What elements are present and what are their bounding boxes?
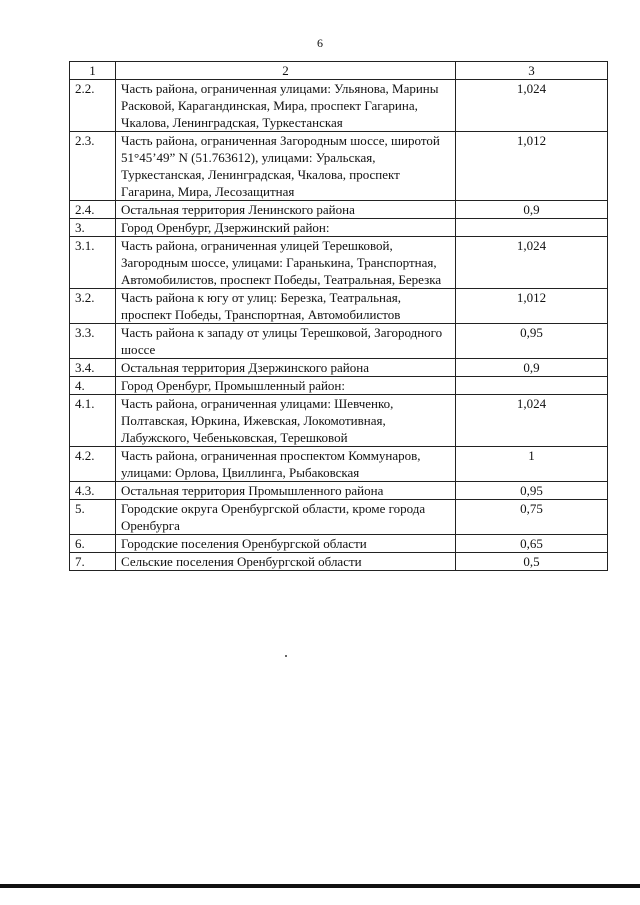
row-description: Остальная территория Промышленного района (116, 482, 456, 500)
row-coefficient: 1,024 (456, 395, 608, 447)
row-number: 4.3. (70, 482, 116, 500)
row-coefficient: 1,012 (456, 289, 608, 324)
row-coefficient: 0,75 (456, 500, 608, 535)
row-coefficient: 1,012 (456, 132, 608, 201)
row-coefficient: 0,9 (456, 201, 608, 219)
table-row (70, 395, 608, 447)
row-description: Остальная территория Ленинского района (116, 201, 456, 219)
row-number: 3. (70, 219, 116, 237)
header-cell-1: 1 (70, 62, 116, 80)
page-number: 6 (317, 36, 323, 50)
header-cell-2: 2 (116, 62, 456, 80)
table-row (70, 553, 608, 571)
row-coefficient: 1,024 (456, 80, 608, 132)
bottom-rule (0, 884, 640, 888)
row-description: Часть района, ограниченная проспектом Коммунаров, улицами: Орлова, Цвиллинга, Рыбаковская (116, 447, 456, 482)
row-description: Часть района, ограниченная улицами: Шевченко, Полтавская, Юркина, Ижевская, Локомотивная, Лабужского, Чебеньковская, Терешковой (116, 395, 456, 447)
table-row (70, 482, 608, 500)
row-coefficient: 0,95 (456, 324, 608, 359)
row-number: 4.2. (70, 447, 116, 482)
row-description: Часть района к югу от улиц: Березка, Театральная, проспект Победы, Транспортная, Автомобилистов (116, 289, 456, 324)
row-description: Городские округа Оренбургской области, кроме города Оренбурга (116, 500, 456, 535)
table-row (70, 377, 608, 395)
table-header-row (70, 62, 608, 80)
table-row (70, 324, 608, 359)
row-number: 2.4. (70, 201, 116, 219)
table-row (70, 219, 608, 237)
row-description: Город Оренбург, Промышленный район: (116, 377, 456, 395)
table-row (70, 447, 608, 482)
row-description: Городские поселения Оренбургской области (116, 535, 456, 553)
row-description: Часть района, ограниченная улицами: Ульянова, Марины Расковой, Карагандинская, Мира, проспект Гагарина, Чкалова, Ленинградская, Туркестанская (116, 80, 456, 132)
table-row (70, 201, 608, 219)
table-row (70, 237, 608, 289)
row-description: Остальная территория Дзержинского района (116, 359, 456, 377)
row-number: 3.4. (70, 359, 116, 377)
row-number: 3.3. (70, 324, 116, 359)
row-number: 7. (70, 553, 116, 571)
row-number: 2.3. (70, 132, 116, 201)
table-row (70, 80, 608, 132)
coefficients-table (69, 61, 608, 571)
row-number: 5. (70, 500, 116, 535)
table-row (70, 132, 608, 201)
row-coefficient: 0,65 (456, 535, 608, 553)
row-coefficient: 0,5 (456, 553, 608, 571)
row-description: Город Оренбург, Дзержинский район: (116, 219, 456, 237)
table-row (70, 359, 608, 377)
header-cell-3: 3 (456, 62, 608, 80)
row-coefficient (456, 219, 608, 237)
row-number: 4.1. (70, 395, 116, 447)
row-description: Часть района, ограниченная Загородным шоссе, широтой 51°45’49” N (51.763612), улицами: Уральская, Туркестанская, Ленинградская, Чкалова, проспект Гагарина, Мира, Лесозащитная (116, 132, 456, 201)
table-row (70, 289, 608, 324)
row-coefficient (456, 377, 608, 395)
row-coefficient: 1 (456, 447, 608, 482)
row-coefficient: 0,9 (456, 359, 608, 377)
row-number: 3.1. (70, 237, 116, 289)
row-coefficient: 0,95 (456, 482, 608, 500)
table-row (70, 535, 608, 553)
row-number: 3.2. (70, 289, 116, 324)
row-number: 2.2. (70, 80, 116, 132)
scan-speck (285, 655, 287, 657)
row-description: Часть района к западу от улицы Терешковой, Загородного шоссе (116, 324, 456, 359)
table-row (70, 500, 608, 535)
row-coefficient: 1,024 (456, 237, 608, 289)
row-description: Часть района, ограниченная улицей Терешковой, Загородным шоссе, улицами: Гаранькина, Транспортная, Автомобилистов, проспект Победы, Театральная, Березка (116, 237, 456, 289)
row-number: 4. (70, 377, 116, 395)
row-description: Сельские поселения Оренбургской области (116, 553, 456, 571)
row-number: 6. (70, 535, 116, 553)
